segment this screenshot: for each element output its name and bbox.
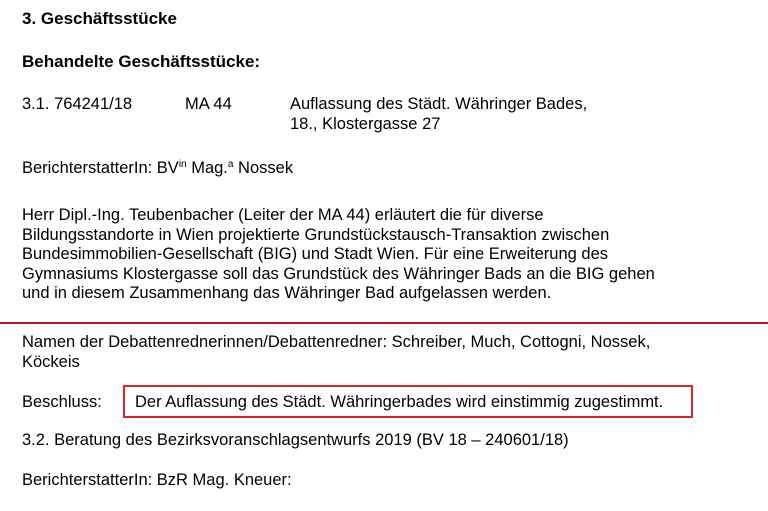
section-subheading: Behandelte Geschäftsstücke: xyxy=(22,52,261,71)
speakers-line2: Köckeis xyxy=(22,353,80,371)
reporter-mag: Mag. xyxy=(186,159,228,177)
item-department: MA 44 xyxy=(185,95,232,113)
item-title-line1: Auflassung des Städt. Währinger Bades, xyxy=(290,95,588,113)
resolution-highlight-box xyxy=(123,385,693,418)
item-reporter xyxy=(22,159,293,178)
speakers-line1: Namen der Debattenrednerinnen/Debattenredner: Schreiber, Much, Cottogni, Nossek, xyxy=(22,333,651,351)
description-line: Herr Dipl.-Ing. Teubenbacher (Leiter der MA 44) erläutert die für diverse xyxy=(22,206,544,224)
reporter-name: Nossek xyxy=(233,159,294,177)
item2-title: 3.2. Beratung des Bezirksvoranschlagsentwurfs 2019 (BV 18 – 240601/18) xyxy=(22,431,569,449)
reporter-sup-in: in xyxy=(178,159,187,170)
description-line: Bildungsstandorte in Wien projektierte Grundstückstausch-Transaktion zwischen xyxy=(22,225,610,244)
page-divider xyxy=(0,322,768,324)
description-line: und in diesem Zusammenhang das Währinger Bad aufgelassen werden. xyxy=(22,284,552,302)
section-heading: 3. Geschäftsstücke xyxy=(22,9,177,28)
reporter-prefix: BerichterstatterIn: BV xyxy=(22,159,179,177)
item2-reporter: BerichterstatterIn: BzR Mag. Kneuer: xyxy=(22,471,292,489)
resolution-label: Beschluss: xyxy=(22,393,102,411)
reporter-sup-a: a xyxy=(227,159,234,170)
description-line: Gymnasiums Klostergasse soll das Grundstück des Währinger Bads an die BIG gehen xyxy=(22,264,655,283)
resolution-text: Der Auflassung des Städt. Währingerbades wird einstimmig zugestimmt. xyxy=(135,393,664,411)
item-description xyxy=(22,206,655,304)
item-number: 3.1. 764241/18 xyxy=(22,95,133,113)
item-title-line2: 18., Klostergasse 27 xyxy=(290,115,441,133)
description-line: Bundesimmobilien-Gesellschaft (BIG) und Stadt Wien. Für eine Erweiterung des xyxy=(22,245,609,263)
